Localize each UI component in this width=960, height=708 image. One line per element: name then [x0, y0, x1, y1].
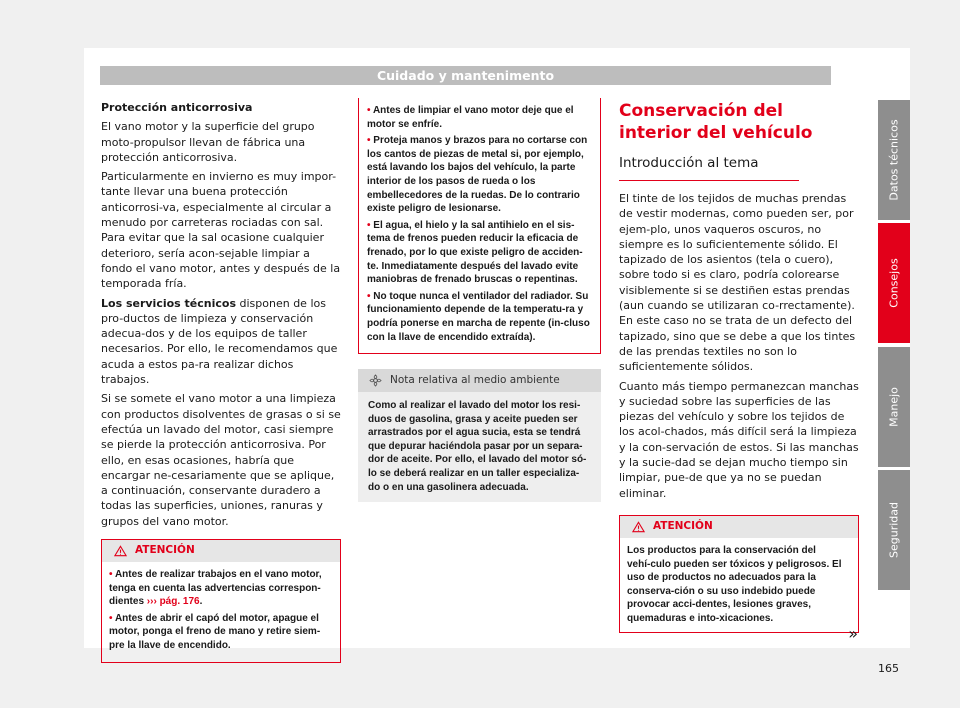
page-ref-arrows[interactable]: ›››: [146, 596, 157, 608]
column-middle: [358, 98, 601, 502]
tab-datos-tecnicos[interactable]: [878, 100, 910, 220]
section-heading: Protección anticorrosiva: [101, 101, 253, 114]
warning-item: [367, 219, 592, 287]
bullet-icon: •: [367, 290, 371, 302]
warning-title: ATENCIÓN: [135, 544, 195, 557]
paragraph: Particularmente en invierno es muy impor-tante llevar una buena protección anticorrosi-va, especialmente al circular a menudo por carreteras rociadas con sal. Para evitar que la sal ocasione cualquier deterioro, sería acon-sejable limpiar a fondo el vano motor, antes y después de la temporada fría.: [101, 170, 341, 291]
paragraph: El tinte de los tejidos de muchas prendas de vestir modernas, como pueden ser, por ejem-plo, unos vaqueros oscuros, no siempre es lo suficientemente sólido. El tapizado de los asientos (tela o cuero), sobre todo si es claro, podría colorearse visiblemente si se destiñen estas prendas (aun cuando se utilizaran co-rrectamente). En este caso no se trata de un defecto del tapizado, sino que se debe a que los tintes de las prendas textiles no son lo suficientemente sólidos.: [619, 192, 856, 374]
environment-note-body: Como al realizar el lavado del motor los resi-duos de gasolina, grasa y aceite pueden ser arrastrados por el agua sucia, esta se tendrá que depurar haciéndola pasar por un separa-dor de aceite. Por ello, el lavado del motor só-lo se deberá realizar en un taller especializa-do o en una gasolinera adecuada.: [368, 400, 587, 493]
tab-seguridad[interactable]: [878, 470, 910, 590]
warning-text: No toque nunca el ventilador del radiador. Su funcionamiento depende de la temperatu-ra y podría ponerse en marcha de repente (in-cluso con la llave de encendido extraída).: [367, 290, 590, 343]
warning-text: .: [199, 596, 203, 608]
paragraph: Cuanto más tiempo permanezcan manchas y suciedad sobre las superficies de las piezas del vehículo y sobre los tejidos de los acol-chados, más difícil será la limpieza y la con-servación de estos. Si las manchas y la sucie-dad se dejan mucho tiempo sin limpiar, pue-de que ya no se puedan eliminar.: [619, 379, 859, 500]
warning-header: [620, 516, 858, 538]
warning-triangle-icon: [114, 545, 127, 557]
bullet-icon: •: [109, 569, 113, 581]
bullet-icon: •: [109, 612, 113, 624]
tab-label: Datos técnicos: [887, 119, 901, 201]
warning-text: Antes de limpiar el vano motor deje que el motor se enfríe.: [367, 105, 574, 130]
tab-manejo[interactable]: [878, 347, 910, 467]
tab-label: Seguridad: [887, 502, 901, 558]
leaf-icon: [369, 374, 382, 387]
bullet-icon: •: [367, 219, 371, 231]
warning-item: [367, 134, 592, 216]
bullet-icon: •: [367, 105, 371, 116]
warning-text: El agua, el hielo y la sal antihielo en el sis-tema de frenos pueden reducir la eficacia de frenado, por lo que existe peligro de acciden-te. Inmediatamente después del lavado evite maniobras de frenado bruscas o repentinas.: [367, 219, 583, 286]
column-right: [619, 98, 859, 644]
page-number: 165: [878, 662, 899, 675]
tab-consejos[interactable]: [878, 223, 910, 343]
paragraph: El vano motor y la superficie del grupo moto-propulsor llevan de fábrica una protección anticorrosiva.: [101, 120, 315, 164]
warning-body: Los productos para la conservación del vehí-culo pueden ser tóxicos y peligrosos. El uso de productos no adecuados para la conserva-ción o su uso indebido puede provocar acci-dentes, lesiones graves, quemaduras e into-xicaciones.: [627, 544, 842, 624]
page-ref-link[interactable]: pág. 176: [156, 596, 200, 608]
chapter-header: Cuidado y mantenimento: [100, 66, 831, 85]
tab-label: Manejo: [887, 387, 901, 427]
warning-body: [102, 562, 340, 662]
warning-item: [367, 290, 592, 344]
paragraph: [101, 296, 341, 388]
environment-note-header: [358, 369, 601, 392]
warning-item: [109, 612, 333, 653]
paragraph-text: disponen de los pro-ductos de limpieza y conservación adecua-dos y de los equipos de taller necesarios. Por ello, le recomendamos que acuda a estos pa-ra realizar dichos trabajos.: [101, 296, 338, 387]
bold-term: Los servicios técnicos: [101, 296, 237, 310]
continue-arrow-icon: »: [848, 624, 858, 644]
warning-item: [367, 104, 592, 131]
column-left: [101, 100, 341, 663]
bullet-icon: •: [367, 135, 371, 147]
warning-header: [102, 540, 340, 562]
warning-title: ATENCIÓN: [653, 520, 713, 533]
paragraph: Si se somete el vano motor a una limpieza con productos disolventes de grasas o si se efectúa un lavado del motor, casi siempre se pierde la protección anticorrosiva. Por ello, en esas ocasiones, habría que encargar ne-cesariamente que se aplique, a continuación, conservante duradero a todas las superficies, uniones, ranuras y grupos del vano motor.: [101, 392, 341, 528]
section-title: Conservación del interior del vehículo: [619, 101, 813, 143]
warning-triangle-icon: [632, 521, 645, 533]
warning-box: [101, 539, 341, 663]
warning-text: Proteja manos y brazos para no cortarse con los cantos de piezas de metal si, por ejemplo, está lavando los bajos del vehículo, la parte interior de los pasos de rueda o los embellecedores de la ruedas. De lo contrario existe peligro de lesionarse.: [367, 135, 588, 215]
warning-text: Antes de abrir el capó del motor, apague el motor, ponga el freno de mano y retire siem-pre la llave de encendido.: [109, 612, 321, 651]
environment-note-box: [358, 369, 601, 502]
environment-note-title: Nota relativa al medio ambiente: [390, 373, 560, 386]
warning-box: [619, 515, 859, 644]
tab-label: Consejos: [887, 258, 901, 308]
warning-text: Antes de realizar trabajos en el vano motor, tenga en cuenta las advertencias correspon-dientes: [109, 569, 322, 608]
section-subtitle: Introducción al tema: [619, 154, 859, 175]
warning-item: [109, 568, 333, 609]
warning-continuation-box: [358, 98, 601, 354]
